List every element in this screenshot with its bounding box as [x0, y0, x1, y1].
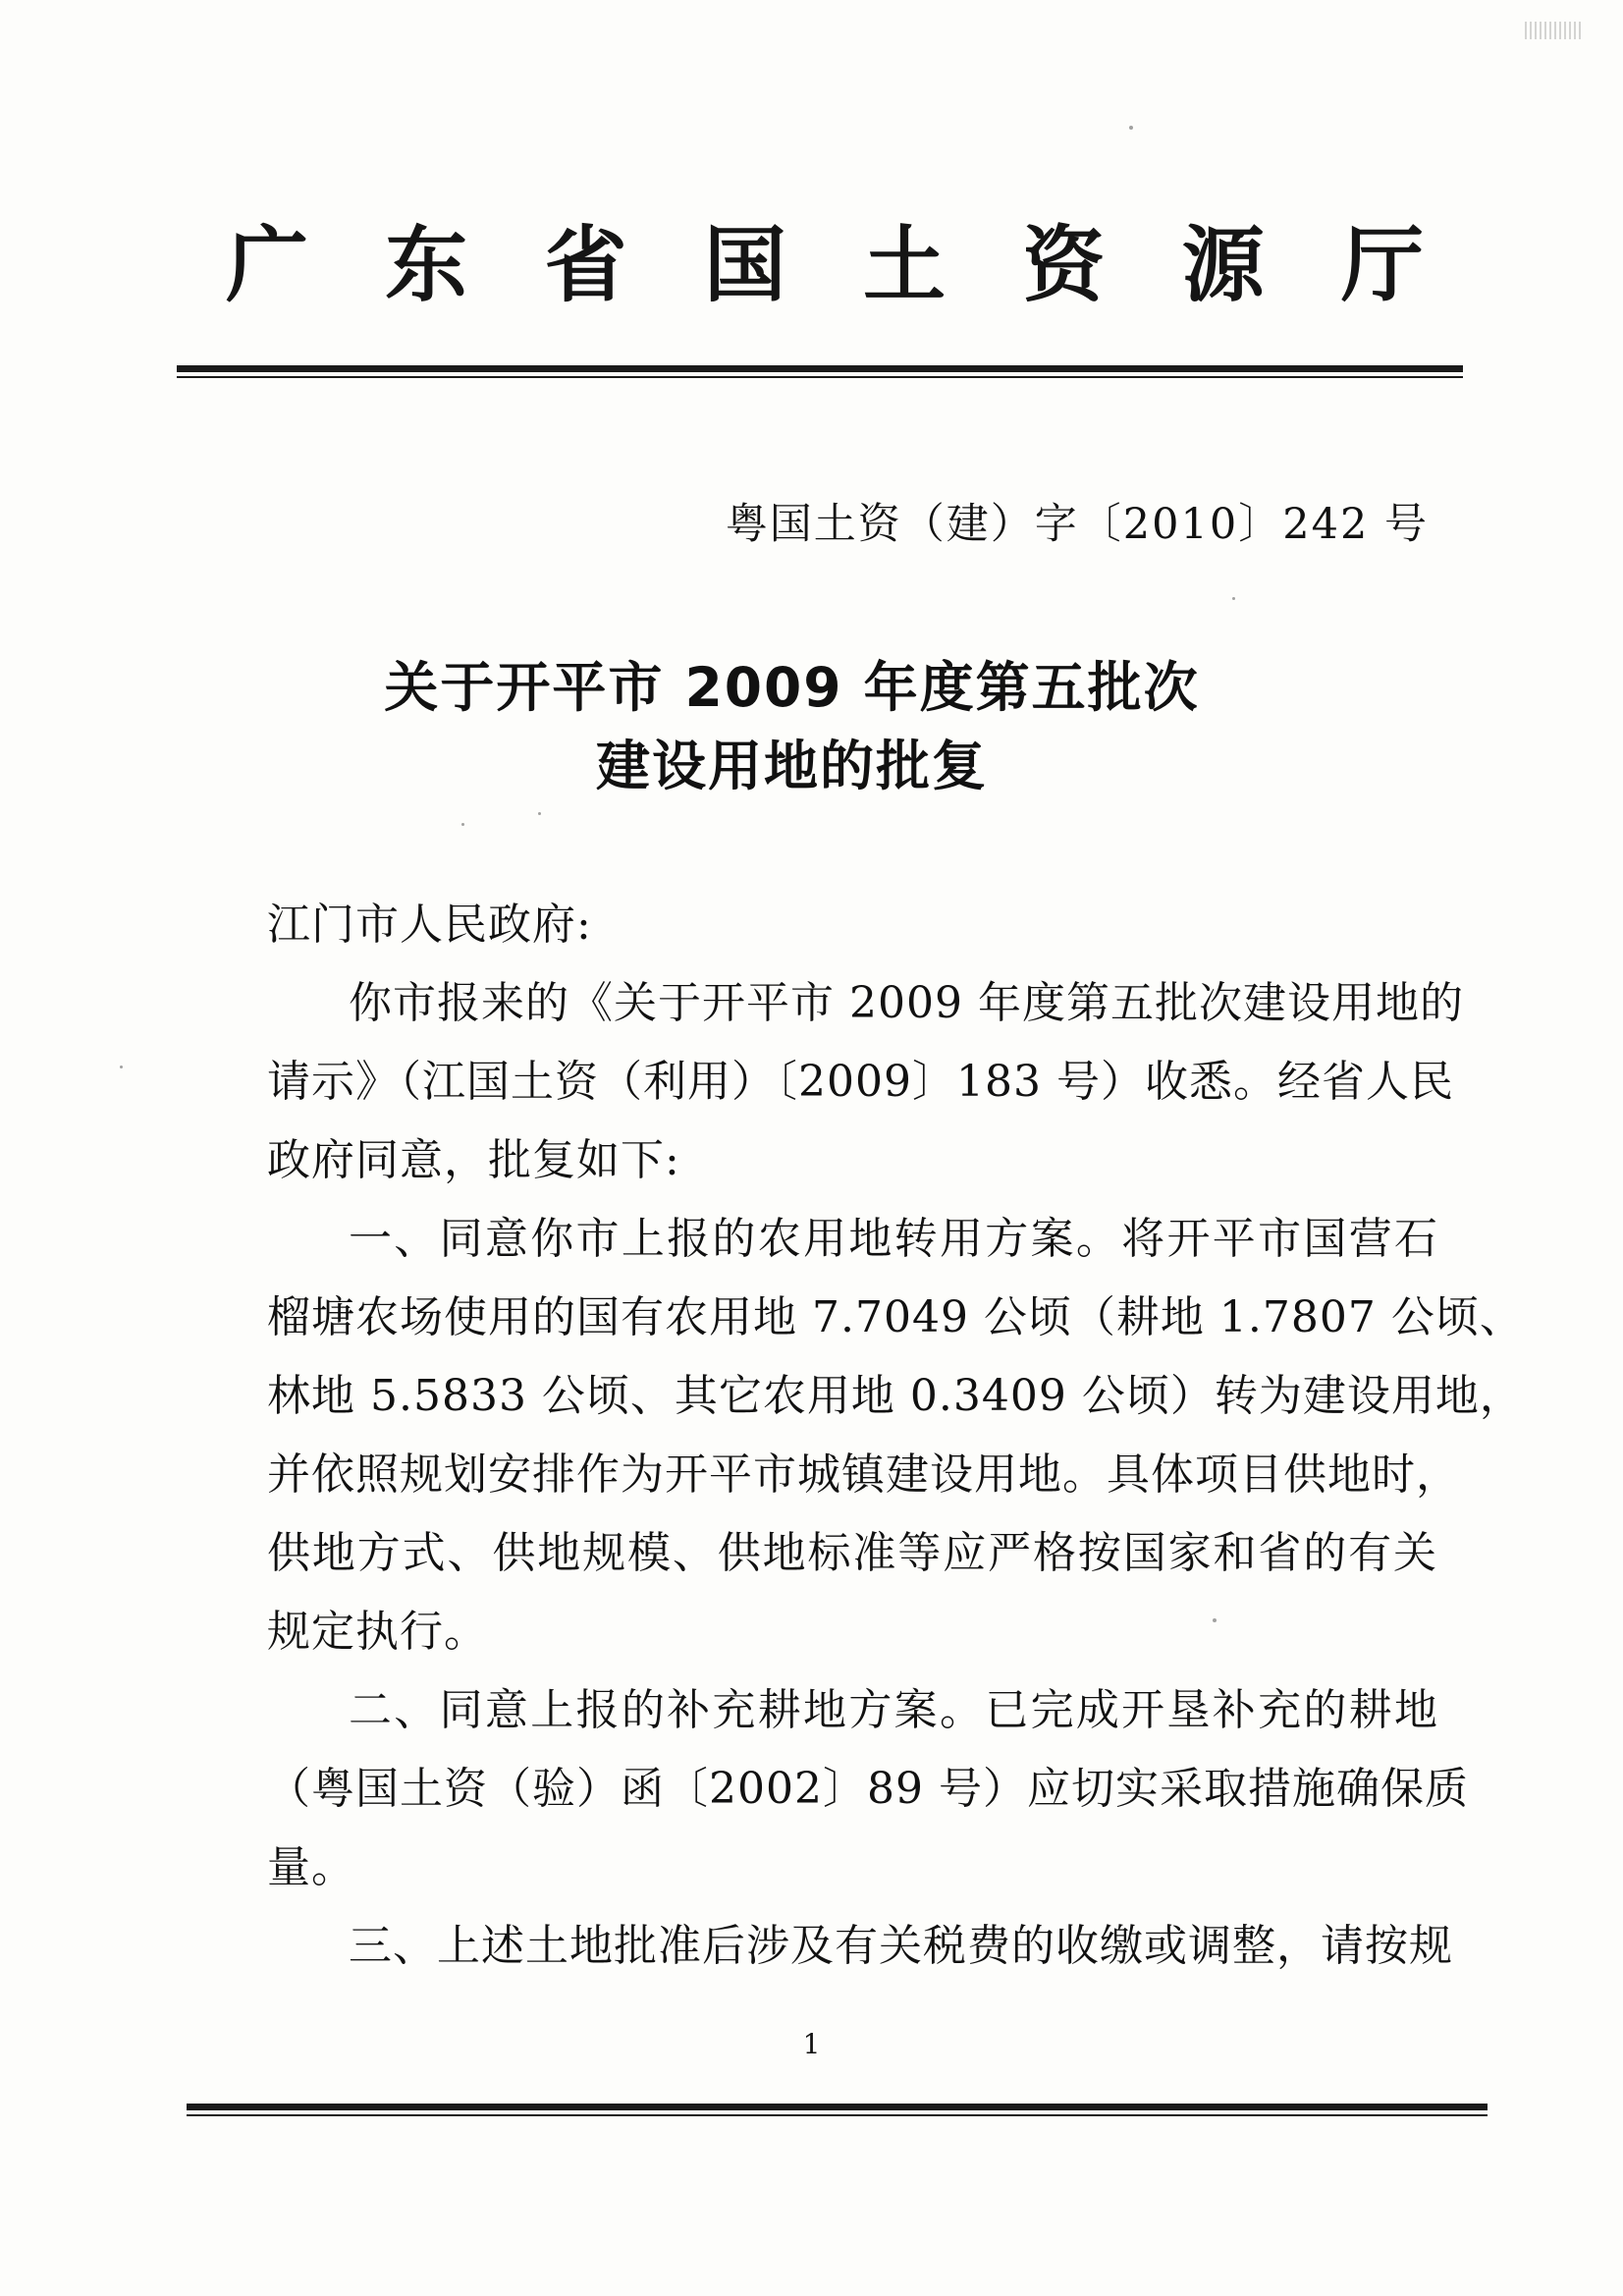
- scan-speck: [120, 1066, 123, 1068]
- body-line: 政府同意，批复如下:: [267, 1135, 680, 1185]
- salutation: 江门市人民政府:: [267, 900, 592, 950]
- body-line: 并依照规划安排作为开平市城镇建设用地。具体项目供地时，: [267, 1449, 1460, 1500]
- body-line: 请示》（江国土资（利用）〔2009〕183 号）收悉。经省人民: [267, 1057, 1454, 1107]
- scan-speck: [538, 812, 541, 815]
- agency-name-char: 资: [1022, 216, 1106, 313]
- body-line: 林地 5.5833 公顷、其它农用地 0.3409 公顷）转为建设用地，: [267, 1371, 1524, 1421]
- document-title-line-2: 建设用地的批复: [595, 735, 988, 797]
- agency-name-char: 省: [544, 216, 627, 313]
- agency-name-header: [226, 211, 1424, 319]
- scan-speck: [461, 823, 464, 826]
- agency-name-char: 广: [226, 216, 309, 313]
- scan-speck: [1129, 126, 1133, 130]
- scan-speck: [1213, 1618, 1217, 1622]
- agency-name-char: 源: [1181, 216, 1265, 313]
- agency-name-char: 厅: [1340, 216, 1424, 313]
- body-line: 供地方式、供地规模、供地标准等应严格按国家和省的有关: [267, 1528, 1437, 1578]
- page-number: 1: [802, 2028, 821, 2060]
- body-line: 二、同意上报的补充耕地方案。已完成开垦补充的耕地: [349, 1685, 1438, 1735]
- document-number: 粤国土资（建）字〔2010〕242 号: [725, 500, 1429, 549]
- header-divider: [177, 365, 1463, 378]
- body-line: 规定执行。: [267, 1607, 488, 1657]
- scan-speck: [1232, 597, 1235, 600]
- body-line: （粤国土资（验）函〔2002〕89 号）应切实采取措施确保质: [267, 1764, 1469, 1814]
- scan-artifact: [1525, 22, 1584, 39]
- body-line: 一、同意你市上报的农用地转用方案。将开平市国营石: [349, 1214, 1438, 1264]
- body-line: 量。: [267, 1842, 355, 1892]
- document-title-line-1: 关于开平市 2009 年度第五批次: [384, 656, 1200, 719]
- body-line: 榴塘农场使用的国有农用地 7.7049 公顷（耕地 1.7807 公顷、: [267, 1292, 1524, 1342]
- agency-name-char: 东: [385, 216, 468, 313]
- body-line: 你市报来的《关于开平市 2009 年度第五批次建设用地的: [349, 978, 1464, 1028]
- footer-divider: [187, 2104, 1488, 2116]
- agency-name-char: 土: [863, 216, 947, 313]
- agency-name-char: 国: [703, 216, 786, 313]
- body-line: 三、上述土地批准后涉及有关税费的收缴或调整，请按规: [349, 1921, 1453, 1971]
